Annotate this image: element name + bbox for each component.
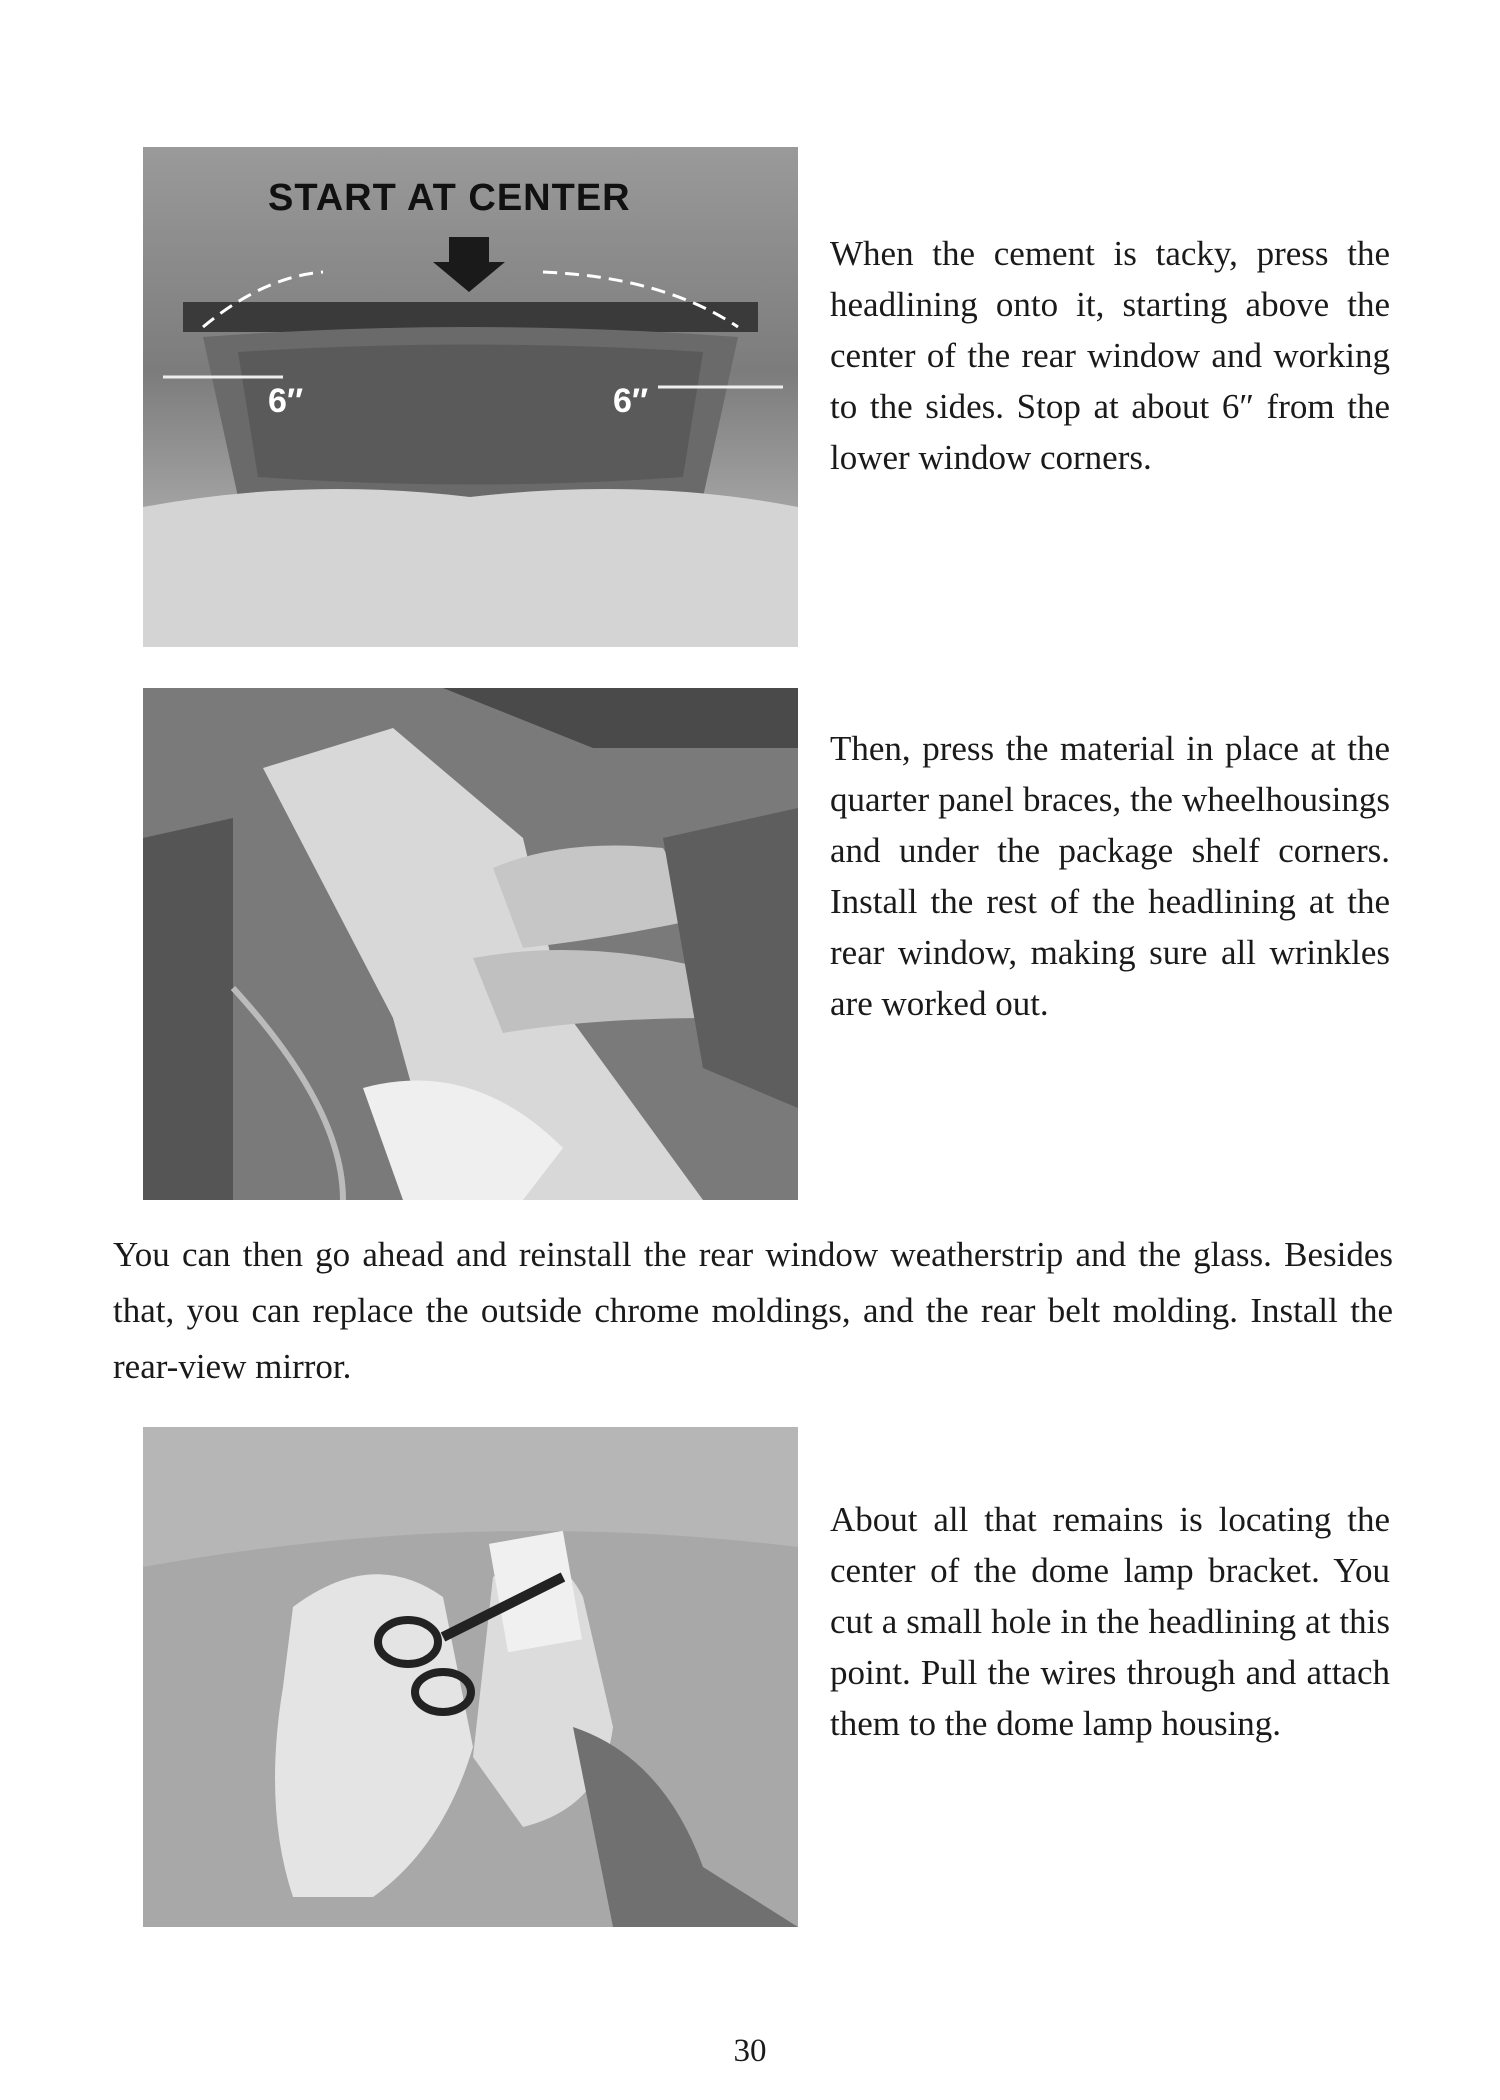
- photo-caption: START AT CENTER: [268, 177, 631, 219]
- photo-hands-pressing-material: [143, 688, 798, 1200]
- paragraph-press-headlining: When the cement is tacky, press the headlining onto it, starting above the center of the rear window and working to the sides. Stop at about 6″ from the lower window corners.: [830, 234, 1390, 477]
- photo-cutting-headlining: [143, 1427, 798, 1927]
- photo-pressing-illustration: [143, 688, 798, 1200]
- photo-rear-window-illustration: [143, 147, 798, 647]
- photo-rear-window-headlining: [143, 147, 798, 647]
- paragraph-press-material: Then, press the material in place at the quarter panel braces, the wheelhousings and under the package shelf corners. Install the rest of the headlining at the rear window, making sure all wrinkles are worked out.: [830, 729, 1390, 1023]
- paragraph-reinstall-window: You can then go ahead and reinstall the rear window weatherstrip and the glass. Besides that, you can replace the outside chrome moldings, and the rear belt molding. Install the rear-view mirror.: [113, 1235, 1393, 1386]
- right-measurement-label: 6″: [613, 382, 649, 420]
- left-measurement-label: 6″: [268, 382, 304, 420]
- paragraph-dome-lamp: About all that remains is locating the center of the dome lamp bracket. You cut a small hole in the headlining at this point. Pull the wires through and attach them to the dome lamp housing.: [830, 1500, 1390, 1743]
- photo-cutting-illustration: [143, 1427, 798, 1927]
- page-number: 30: [733, 2033, 767, 2069]
